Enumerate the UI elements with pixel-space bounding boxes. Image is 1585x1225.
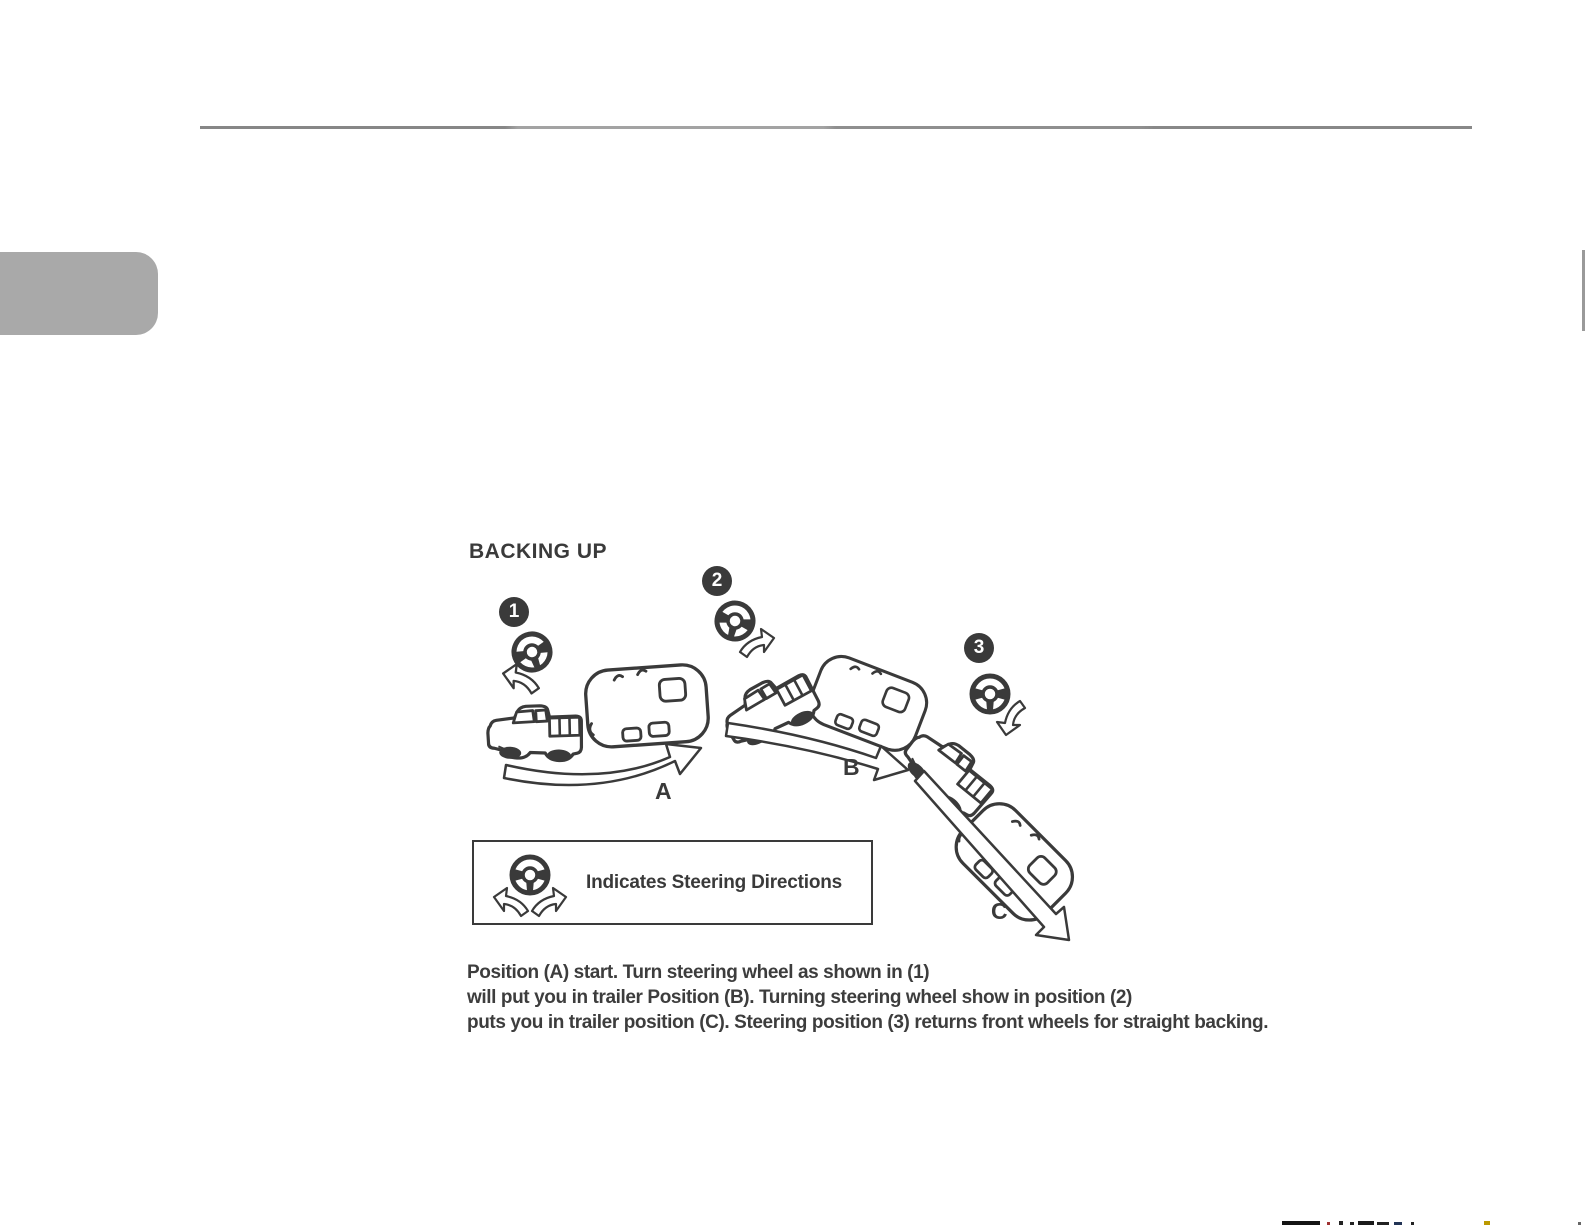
page-edge-artifact: [1282, 1221, 1320, 1225]
section-divider-rule: [200, 126, 1472, 129]
caption-line: puts you in trailer position (C). Steering position (3) returns front wheels for straight backing.: [467, 1012, 1269, 1033]
page-edge-artifact: [1339, 1221, 1343, 1225]
steering-wheel-icon: [713, 599, 757, 643]
legend-label: Indicates Steering Directions: [586, 871, 843, 893]
page-edge-artifact: [1484, 1221, 1490, 1225]
path-label-c: C: [991, 898, 1008, 924]
steering-wheel-icon: [972, 676, 1008, 712]
page-edge-artifact: [1358, 1221, 1374, 1225]
diagram-title: BACKING UP: [469, 540, 608, 563]
caption: [467, 960, 1347, 1035]
path-label-a: A: [655, 778, 672, 804]
legend-box: [472, 840, 873, 925]
step-badge-1: 1: [499, 597, 529, 627]
path-label-b: B: [843, 754, 860, 780]
chapter-tab: [0, 252, 158, 335]
caption-line: Position (A) start. Turn steering wheel as shown in (1): [467, 962, 930, 983]
trailer-position-a: [584, 663, 710, 748]
steering-wheel-with-arrows-icon: [490, 847, 570, 919]
truck-position-a: [487, 704, 583, 762]
caption-line: will put you in trailer Position (B). Turning steering wheel show in position (2): [467, 987, 1132, 1008]
step-badge-2: 2: [702, 566, 732, 596]
step-badge-3: 3: [964, 633, 994, 663]
